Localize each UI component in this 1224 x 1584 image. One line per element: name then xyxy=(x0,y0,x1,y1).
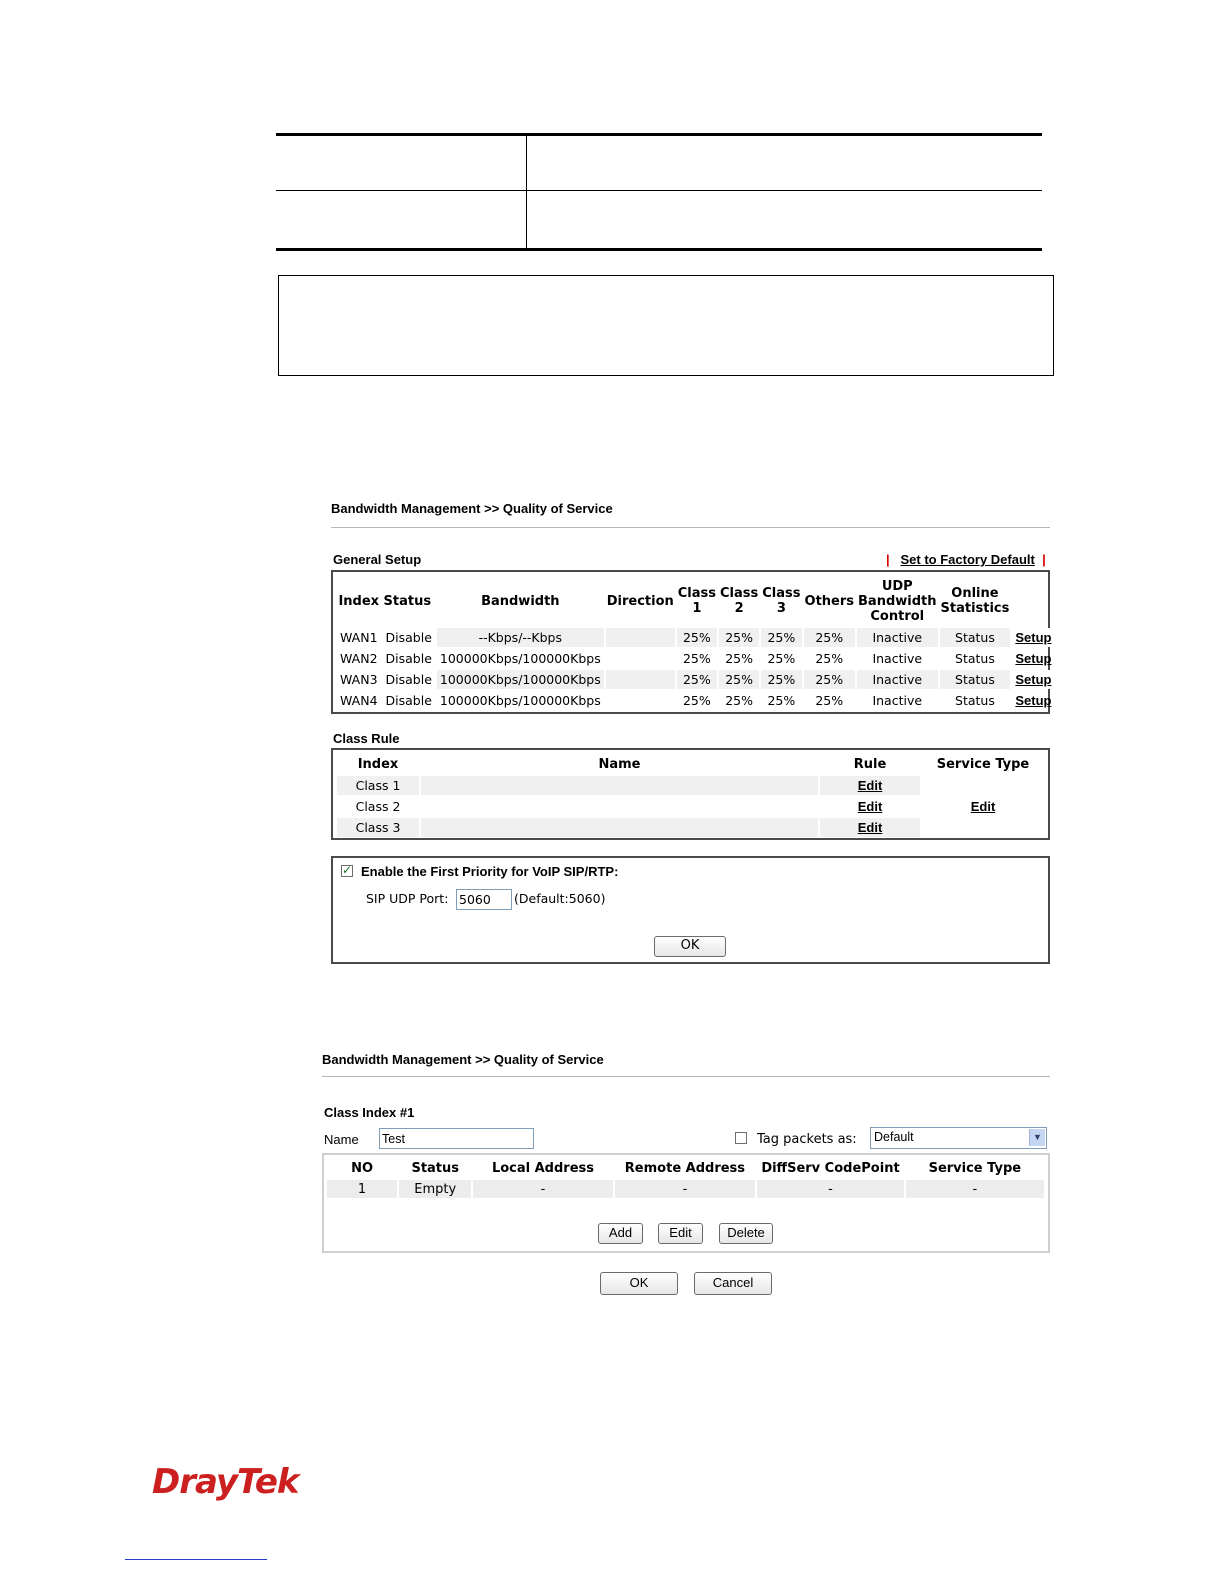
wan-others: 25% xyxy=(804,670,856,689)
class-index-title: Class Index #1 xyxy=(324,1105,415,1120)
setup-link[interactable]: Setup xyxy=(1015,693,1052,708)
col-action xyxy=(1012,576,1054,626)
wan-index: WAN3 xyxy=(337,670,381,689)
tag-packets-label: Tag packets as: xyxy=(757,1132,857,1147)
wan-online-status: Status xyxy=(940,670,1011,689)
table-row xyxy=(337,670,1055,689)
factory-default-link-group xyxy=(886,552,1046,567)
wan-udp-control: Inactive xyxy=(857,670,937,689)
draytek-logo: DrayTek xyxy=(152,1462,299,1502)
tag-packets-value: Default xyxy=(874,1130,914,1144)
col-diffserv-codepoint: DiffServ CodePoint xyxy=(761,1161,900,1176)
breadcrumb: Bandwidth Management >> Quality of Service xyxy=(331,501,613,516)
wan-direction xyxy=(606,628,675,647)
general-setup-title: General Setup xyxy=(333,552,422,567)
wan-udp-control: Inactive xyxy=(872,651,923,666)
wan-class1: 25% xyxy=(682,693,711,708)
class-name-input[interactable] xyxy=(379,1128,534,1149)
wan-class2: 25% xyxy=(725,693,754,708)
wan-setup-cell xyxy=(1012,691,1054,710)
class-rule-cell xyxy=(820,818,920,837)
wan-direction xyxy=(606,670,675,689)
wan-index: WAN4 xyxy=(340,693,378,708)
footer-divider xyxy=(125,1559,267,1560)
edit-button[interactable]: Edit xyxy=(658,1223,703,1244)
table-row xyxy=(337,776,1044,795)
ok-button[interactable]: OK xyxy=(600,1272,678,1295)
class-rule-table xyxy=(335,752,1046,839)
class-name xyxy=(421,818,818,837)
wan-class1: 25% xyxy=(677,670,717,689)
wan-others: 25% xyxy=(804,628,856,647)
breadcrumb: Bandwidth Management >> Quality of Service xyxy=(322,1052,604,1067)
cancel-button[interactable]: Cancel xyxy=(694,1272,772,1295)
wan-class1: 25% xyxy=(677,628,717,647)
wan-setup-cell xyxy=(1012,670,1054,689)
wan-udp-control: Inactive xyxy=(872,693,923,708)
edit-rule-link[interactable]: Edit xyxy=(857,778,883,793)
class-index: Class 3 xyxy=(337,818,419,837)
class-rule-box xyxy=(331,748,1050,840)
breadcrumb-divider xyxy=(322,1076,1050,1077)
wan-class3: 25% xyxy=(761,628,801,647)
col-name: Name xyxy=(598,756,641,772)
wan-index: WAN2 xyxy=(340,651,378,666)
voip-priority-checkbox[interactable] xyxy=(341,865,353,877)
edit-rule-link[interactable]: Edit xyxy=(857,799,883,814)
sip-udp-port-label: SIP UDP Port: xyxy=(366,891,449,906)
sip-port-default-note: (Default:5060) xyxy=(514,891,606,906)
tag-packets-checkbox[interactable] xyxy=(735,1132,747,1144)
col-service-type: Service Type xyxy=(928,1161,1022,1176)
col-udp-bandwidth-control: UDP Bandwidth Control xyxy=(858,578,937,624)
table-row[interactable] xyxy=(327,1180,1044,1198)
wan-direction xyxy=(606,691,675,710)
doc-table-top-rule xyxy=(276,133,1042,136)
col-class2: Class 2 xyxy=(720,586,759,616)
wan-bandwidth: --Kbps/--Kbps xyxy=(437,628,604,647)
doc-table-column-divider xyxy=(526,136,527,249)
class-rule-cell xyxy=(820,776,920,795)
col-class3: Class 3 xyxy=(762,586,801,616)
general-setup-box xyxy=(331,570,1050,714)
class-index: Class 2 xyxy=(355,799,401,814)
wan-class2: 25% xyxy=(719,628,759,647)
wan-class3: 25% xyxy=(767,651,796,666)
wan-online-status: Status xyxy=(955,651,995,666)
rule-diffserv: - xyxy=(757,1180,903,1198)
general-setup-table xyxy=(335,574,1057,712)
separator: | xyxy=(1042,552,1046,567)
wan-class3: 25% xyxy=(761,670,801,689)
edit-rule-link[interactable]: Edit xyxy=(857,820,883,835)
wan-setup-cell xyxy=(1012,628,1054,647)
chevron-down-icon[interactable]: ▼ xyxy=(1029,1129,1045,1146)
wan-bandwidth: 100000Kbps/100000Kbps xyxy=(439,693,601,708)
wan-class1: 25% xyxy=(682,651,711,666)
col-status: Status xyxy=(383,593,432,609)
name-label: Name xyxy=(324,1132,359,1147)
rule-service-type: - xyxy=(906,1180,1044,1198)
rule-status: Empty xyxy=(399,1180,471,1198)
rule-local-address: - xyxy=(473,1180,612,1198)
wan-online-status: Status xyxy=(955,693,995,708)
add-button[interactable]: Add xyxy=(598,1223,643,1244)
col-status: Status xyxy=(411,1161,460,1176)
col-rule: Rule xyxy=(853,756,887,772)
class-rules-table xyxy=(325,1157,1046,1200)
class-name xyxy=(421,776,818,795)
wan-status: Disable xyxy=(383,670,435,689)
setup-link[interactable]: Setup xyxy=(1015,672,1052,687)
separator: | xyxy=(886,552,890,567)
wan-status: Disable xyxy=(385,651,432,666)
col-no: NO xyxy=(351,1161,373,1176)
col-online-statistics: Online Statistics xyxy=(940,586,1010,616)
class-index: Class 1 xyxy=(337,776,419,795)
wan-udp-control: Inactive xyxy=(857,628,937,647)
wan-status: Disable xyxy=(385,693,432,708)
wan-class2: 25% xyxy=(719,670,759,689)
table-row xyxy=(337,628,1055,647)
class-rule-title: Class Rule xyxy=(333,731,400,746)
tag-packets-select[interactable] xyxy=(870,1127,1047,1149)
table-row xyxy=(337,649,1055,668)
wan-others: 25% xyxy=(815,693,844,708)
wan-status: Disable xyxy=(383,628,435,647)
doc-table-bottom-rule xyxy=(276,248,1042,251)
col-index: Index xyxy=(357,756,399,772)
wan-index: WAN1 xyxy=(337,628,381,647)
wan-direction xyxy=(606,649,675,668)
wan-others: 25% xyxy=(815,651,844,666)
col-others: Others xyxy=(804,593,855,609)
breadcrumb-divider xyxy=(331,527,1050,528)
voip-ok-button[interactable]: OK xyxy=(654,936,726,957)
wan-class2: 25% xyxy=(725,651,754,666)
rule-remote-address: - xyxy=(615,1180,756,1198)
doc-table-middle-rule xyxy=(276,190,1042,191)
class-rule-cell xyxy=(820,797,920,816)
sip-udp-port-input[interactable] xyxy=(456,889,512,910)
edit-service-type-link[interactable]: Edit xyxy=(970,799,996,814)
wan-setup-cell xyxy=(1012,649,1054,668)
delete-button[interactable]: Delete xyxy=(719,1223,773,1244)
doc-note-box xyxy=(278,275,1054,376)
col-bandwidth: Bandwidth xyxy=(481,593,560,609)
wan-online-status: Status xyxy=(940,628,1011,647)
setup-link[interactable]: Setup xyxy=(1015,651,1052,666)
col-local-address: Local Address xyxy=(491,1161,594,1176)
setup-link[interactable]: Setup xyxy=(1015,630,1052,645)
set-to-factory-default-link[interactable]: Set to Factory Default xyxy=(900,552,1035,567)
wan-bandwidth: 100000Kbps/100000Kbps xyxy=(437,670,604,689)
rule-no: 1 xyxy=(327,1180,397,1198)
col-direction: Direction xyxy=(606,593,674,609)
table-row xyxy=(337,691,1055,710)
col-remote-address: Remote Address xyxy=(624,1161,746,1176)
service-type-cell xyxy=(922,776,1044,837)
col-service-type: Service Type xyxy=(936,756,1030,772)
class-name xyxy=(421,797,818,816)
wan-class3: 25% xyxy=(767,693,796,708)
col-index: Index xyxy=(338,593,380,609)
voip-priority-label: Enable the First Priority for VoIP SIP/RTP: xyxy=(361,864,619,879)
col-class1: Class 1 xyxy=(677,586,717,616)
wan-bandwidth: 100000Kbps/100000Kbps xyxy=(439,651,601,666)
